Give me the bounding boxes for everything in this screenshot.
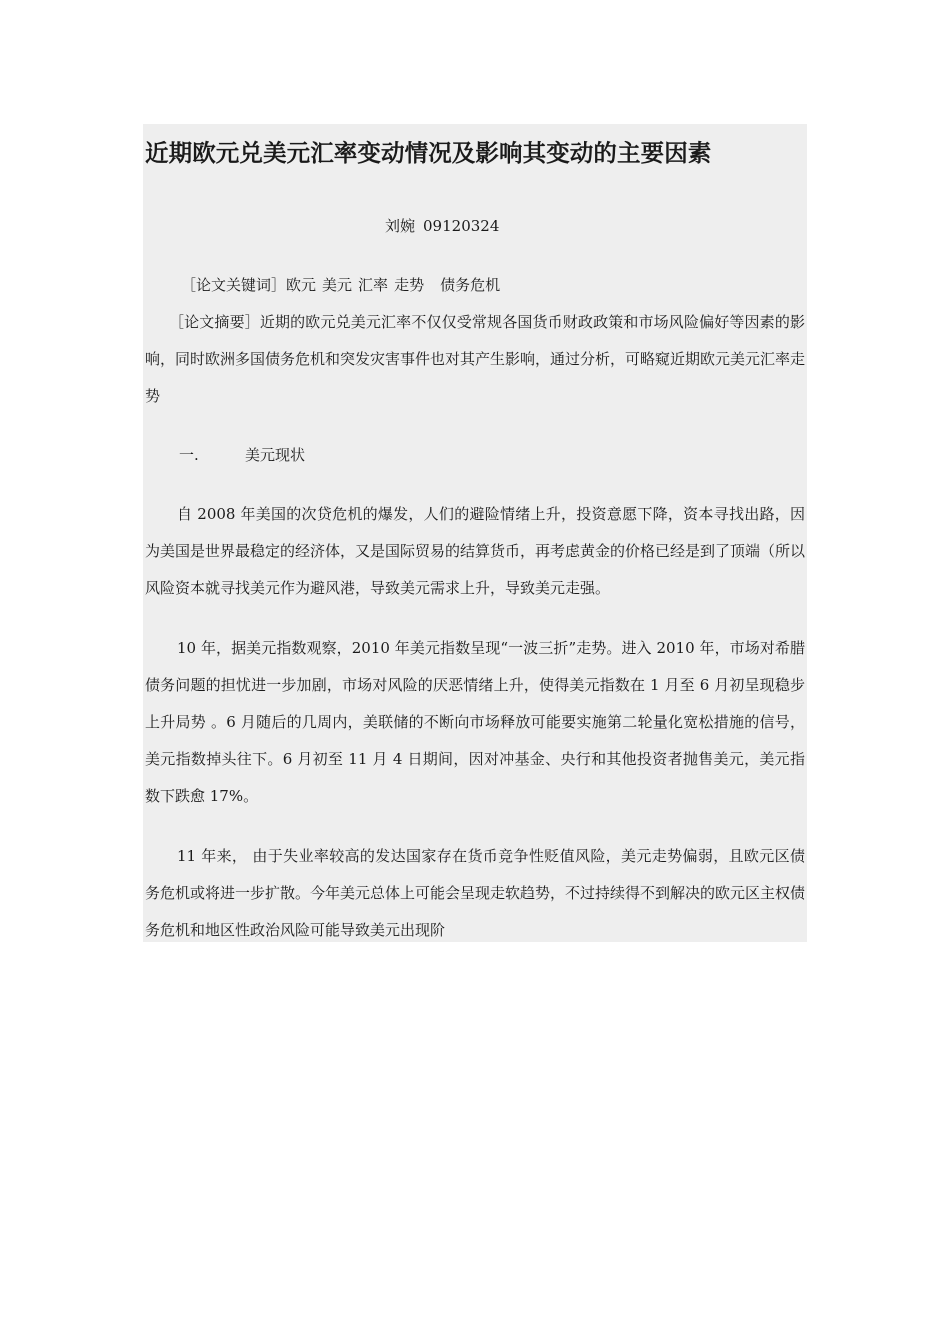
author-id: 09120324: [423, 217, 500, 235]
section-number: 一.: [179, 446, 199, 464]
abstract-label: ［论文摘要］: [169, 313, 260, 331]
keyword: 欧元: [286, 276, 317, 294]
body-paragraph: 11 年来， 由于失业率较高的发达国家存在货币竞争性贬值风险，美元走势偏弱，且欧元区债务危机或将进一步扩散。今年美元总体上可能会呈现走软趋势，不过持续得不到解决的欧元区主权债务危机和地区性政治风险可能导致美元出现阶: [145, 847, 806, 939]
keywords-label: ［论文关键词］: [181, 276, 287, 294]
keyword: 汇率: [358, 276, 389, 294]
keywords-line: [181, 267, 841, 304]
section-heading: [179, 437, 839, 474]
abstract-text: 近期的欧元兑美元汇率不仅仅受常规各国货币财政政策和市场风险偏好等因素的影响，同时欧洲多国债务危机和突发灾害事件也对其产生影响，通过分析，可略窥近期欧元美元汇率走势: [145, 313, 806, 405]
body-paragraph: 自 2008 年美国的次贷危机的爆发，人们的避险情绪上升，投资意愿下降，资本寻找出路，因为美国是世界最稳定的经济体，又是国际贸易的结算货币，再考虑黄金的价格已经是到了顶端（所以风险资本就寻找美元作为避风港，导致美元需求上升，导致美元走强。: [145, 505, 806, 597]
keyword: 走势: [394, 276, 425, 294]
document-title: 近期欧元兑美元汇率变动情况及影响其变动的主要因素: [145, 139, 712, 167]
section-title: 美元现状: [245, 446, 306, 464]
keyword: 债务危机: [440, 276, 501, 294]
abstract-paragraph: [145, 304, 805, 415]
body-paragraph: 10 年，据美元指数观察，2010 年美元指数呈现“一波三折”走势。进入 2010 年，市场对希腊债务问题的担忧进一步加剧，市场对风险的厌恶情绪上升，使得美元指数在 1 月至 6 月初呈现稳步上升局势 。6 月随后的几周内，美联储的不断向市场释放可能要实施第二轮量化宽松措施的信号，美元指数掉头往下。6 月初至 11 月 4 日期间，因对冲基金、央行和其他投资者抛售美元，美元指数下跌愈 17%。: [145, 639, 805, 805]
keyword: 美元: [322, 276, 353, 294]
author-line: [385, 216, 499, 236]
author-name: 刘婉: [385, 217, 416, 235]
